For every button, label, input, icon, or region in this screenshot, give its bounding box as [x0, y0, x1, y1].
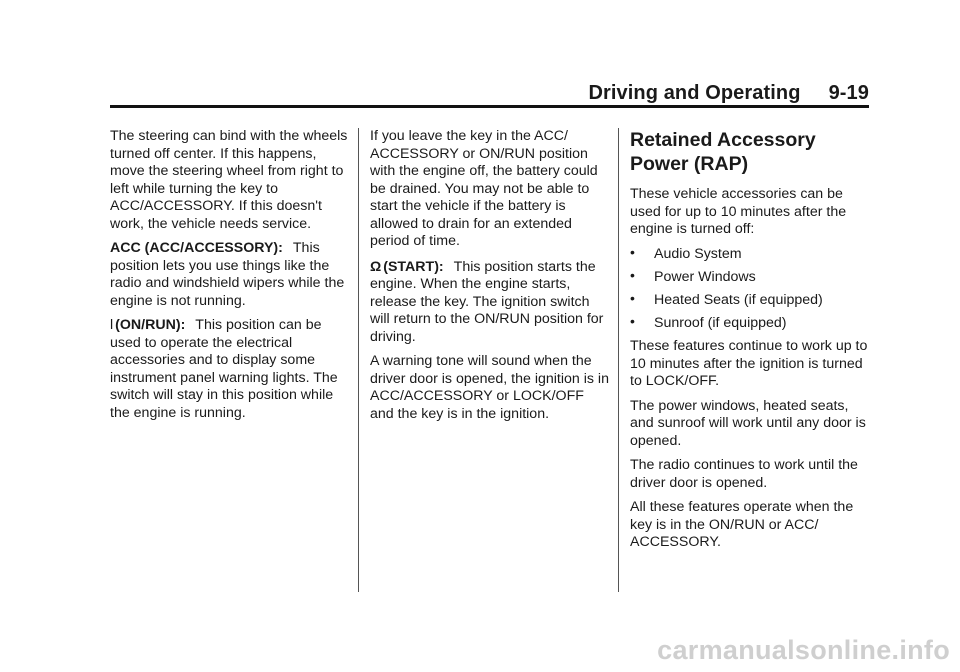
rap-duration-paragraph: These features continue to work up to 10 minutes after the ignition is turned to LOCK/OFF.	[630, 338, 868, 389]
list-item-text: Power Windows	[654, 268, 756, 285]
list-item	[630, 266, 870, 287]
start-term: (START):	[383, 258, 444, 275]
battery-drain-paragraph: If you leave the key in the ACC/ ACCESSORY or ON/RUN position with the engine off, the battery could be drained. You may not be able to start the vehicle if the battery is allowed to drain for an extended period of time.	[370, 128, 598, 249]
on-run-paragraph	[110, 317, 350, 422]
header-rule	[110, 105, 869, 108]
rap-heading: Retained Accessory Power (RAP)	[630, 129, 816, 175]
acc-paragraph	[110, 240, 350, 310]
watermark: carmanualsonline.info	[657, 635, 950, 665]
list-item	[630, 312, 870, 333]
start-symbol-icon: Ω	[370, 257, 382, 274]
page-number: 9-19	[828, 82, 869, 104]
page-header	[110, 78, 869, 108]
rap-door-paragraph: The power windows, heated seats, and sunroof will work until any door is opened.	[630, 397, 866, 449]
rap-operate-paragraph: All these features operate when the key is in the ON/RUN or ACC/ ACCESSORY.	[630, 499, 854, 550]
bullet-icon: •	[630, 266, 635, 283]
rap-accessory-list	[630, 243, 870, 333]
rap-radio-paragraph: The radio continues to work until the driver door is opened.	[630, 457, 858, 491]
list-item	[630, 243, 870, 264]
start-text: This position starts the engine. When the engine starts, release the key. The ignition switch will return to the ON/RUN position for driving.	[370, 258, 604, 345]
column-3	[630, 128, 870, 559]
list-item-text: Sunroof (if equipped)	[654, 314, 787, 331]
start-paragraph	[370, 258, 610, 347]
rap-intro: These vehicle accessories can be used for up to 10 minutes after the engine is turned off:	[630, 186, 847, 237]
list-item	[630, 289, 870, 310]
column-2	[370, 128, 610, 430]
acc-term: ACC (ACC/ACCESSORY):	[110, 240, 283, 256]
column-1	[110, 128, 350, 429]
list-item-text: Audio System	[654, 245, 742, 262]
on-run-text: This position can be used to operate the electrical accessories and to display some instrument panel warning lights. The switch will stay in this position while the engine is running.	[110, 317, 338, 421]
section-title: Driving and Operating	[588, 82, 801, 104]
steering-bind-paragraph: The steering can bind with the wheels turned off center. If this happens, move the steering wheel from right to left while turning the key to ACC/ACCESSORY. If this doesn't work, the vehicle needs service.	[110, 128, 348, 232]
on-run-symbol-icon: l	[110, 317, 114, 333]
warning-tone-paragraph: A warning tone will sound when the driver door is opened, the ignition is in ACC/ACCESSORY or LOCK/OFF and the key is in the ignition.	[370, 353, 609, 422]
column-divider-2	[618, 128, 619, 592]
on-run-term: (ON/RUN):	[115, 317, 186, 333]
column-divider-1	[358, 128, 359, 592]
bullet-icon: •	[630, 243, 635, 260]
bullet-icon: •	[630, 312, 635, 329]
header-title	[588, 82, 869, 105]
acc-text: This position lets you use things like the radio and windshield wipers while the engine is not running.	[110, 240, 345, 309]
list-item-text: Heated Seats (if equipped)	[654, 291, 823, 308]
bullet-icon: •	[630, 289, 635, 306]
